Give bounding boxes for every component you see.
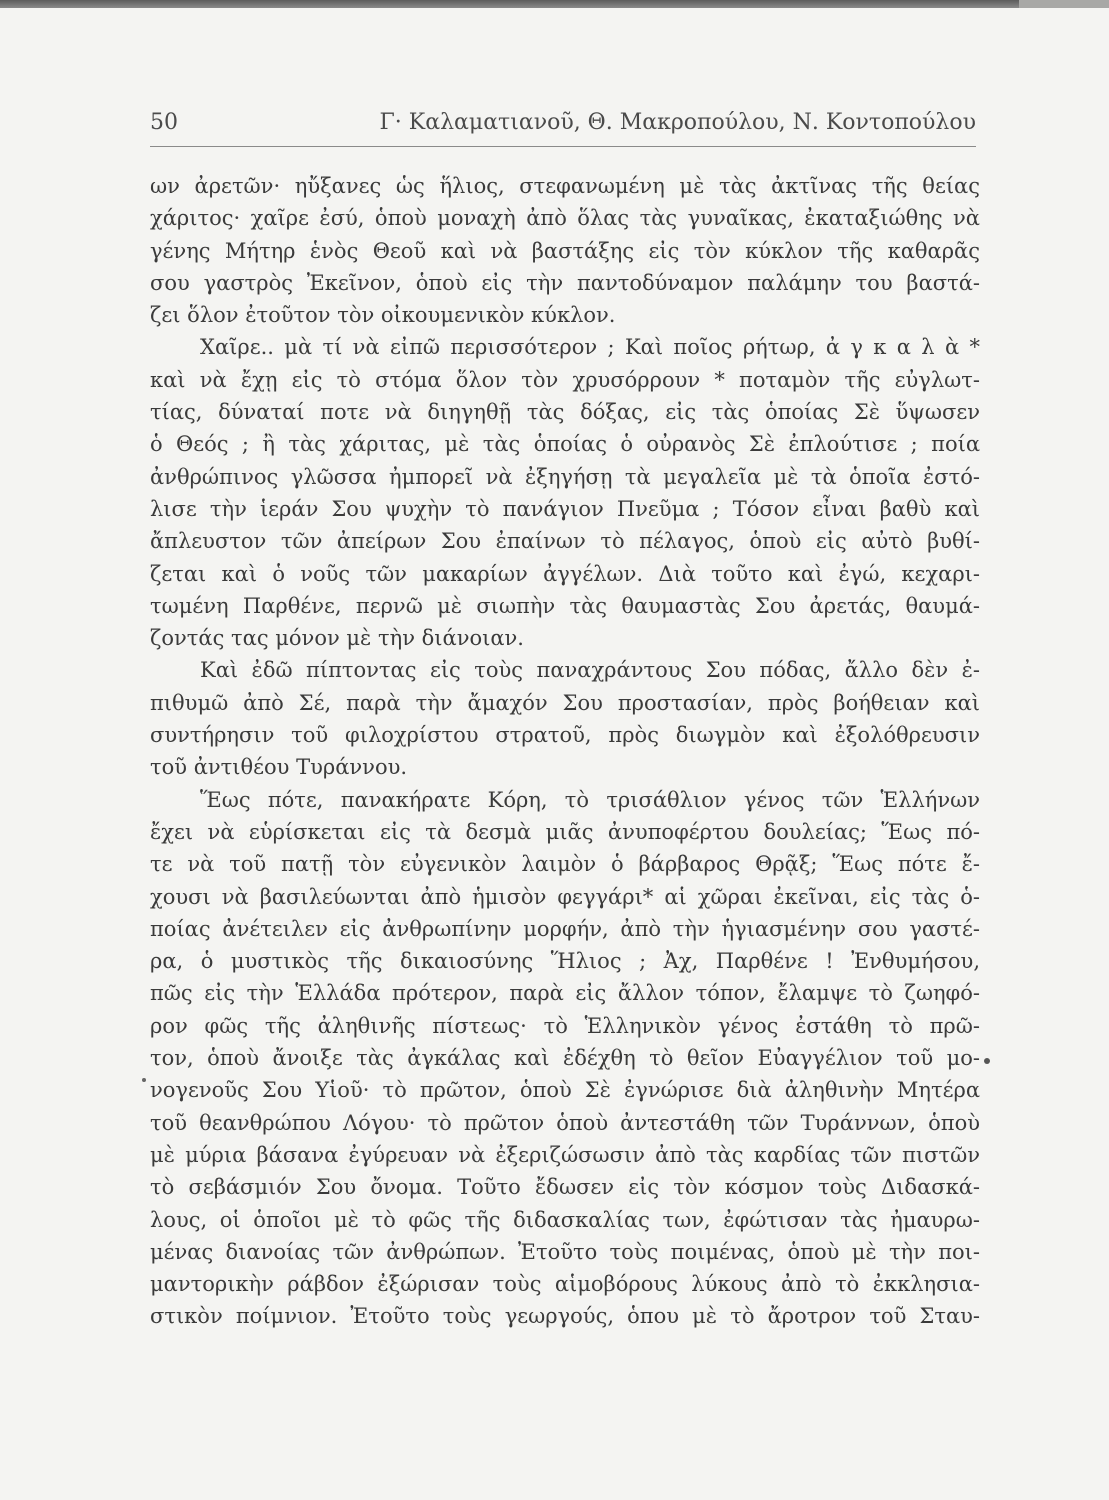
text-line: μὲ μύρια βάσανα ἐγύρευαν νὰ ἐξεριζώσωσιν ἀπὸ τὰς καρδίας τῶν πιστῶν — [150, 1142, 980, 1167]
text-line: χουσι νὰ βασιλεύωνται ἀπὸ ἡμισὸν φεγγάρι* αἱ χῶραι ἐκεῖναι, εἰς τὰς ὁ- — [150, 884, 980, 909]
margin-mark — [142, 1078, 146, 1082]
text-line: τωμένη Παρθένε, περνῶ μὲ σιωπὴν τὰς θαυμαστὰς Σου ἀρετάς, θαυμά- — [150, 593, 980, 618]
text-line: τίας, δύναταί ποτε νὰ διηγηθῇ τὰς δόξας, εἰς τὰς ὁποίας Σὲ ὕψωσεν — [150, 400, 980, 425]
text-line: νογενοῦς Σου Υἱοῦ· τὸ πρῶτον, ὁποὺ Σὲ ἐγνώρισε διὰ ἀληθινὴν Μητέρα — [150, 1078, 980, 1103]
text-line: Ἕως πότε, πανακήρατε Κόρη, τὸ τρισάθλιον γένος τῶν Ἑλλήνων — [200, 787, 980, 812]
text-line: ἔχει νὰ εὑρίσκεται εἰς τὰ δεσμὰ μιᾶς ἀνυποφέρτου δουλείας; Ἕως πό- — [150, 819, 980, 844]
running-head: Γ· Καλαματιανοῦ, Θ. Μακροπούλου, Ν. Κοντοπούλου — [379, 110, 976, 135]
text-line: γένης Μήτηρ ἑνὸς Θεοῦ καὶ νὰ βαστάξης εἰς τὸν κύκλον τῆς καθαρᾶς — [150, 238, 980, 263]
text-line: ἄπλευστον τῶν ἀπείρων Σου ἐπαίνων τὸ πέλαγος, ὁποὺ εἰς αὐτὸ βυθί- — [150, 529, 980, 554]
text-line: χάριτος· χαῖρε ἐσύ, ὁποὺ μοναχὴ ἀπὸ ὅλας τὰς γυναῖκας, ἐκαταξιώθης νὰ — [150, 206, 980, 231]
text-line: σου γαστρὸς Ἐκεῖνον, ὁποὺ εἰς τὴν παντοδύναμον παλάμην του βαστά- — [150, 270, 980, 295]
text-line: τοῦ θεανθρώπου Λόγου· τὸ πρῶτον ὁποὺ ἀντεστάθη τῶν Τυράννων, ὁποὺ — [150, 1110, 980, 1135]
text-line: ποίας ἀνέτειλεν εἰς ἀνθρωπίνην μορφήν, ἀπὸ τὴν ἡγιασμένην σου γαστέ- — [150, 916, 980, 941]
text-line: ρα, ὁ μυστικὸς τῆς δικαιοσύνης Ἥλιος ; Ἀχ, Παρθένε ! Ἐνθυμήσου, — [150, 949, 980, 974]
text-line: ρον φῶς τῆς ἀληθινῆς πίστεως· τὸ Ἑλληνικὸν γένος ἐστάθη τὸ πρῶ- — [150, 1013, 980, 1038]
text-line: λους, οἱ ὁποῖοι μὲ τὸ φῶς τῆς διδασκαλίας των, ἐφώτισαν τὰς ἠμαυρω- — [150, 1207, 980, 1232]
text-line: ὁ Θεός ; ἢ τὰς χάριτας, μὲ τὰς ὁποίας ὁ οὐρανὸς Σὲ ἐπλούτισε ; ποία — [150, 432, 980, 457]
text-line: Καὶ ἐδῶ πίπτοντας εἰς τοὺς παναχράντους Σου πόδας, ἄλλο δὲν ἐ- — [200, 658, 980, 683]
page-number: 50 — [150, 110, 178, 135]
text-line: στικὸν ποίμνιον. Ἐτοῦτο τοὺς γεωργούς, ὁπου μὲ τὸ ἄροτρον τοῦ Σταυ- — [150, 1304, 980, 1329]
text-line: μένας διανοίας τῶν ἀνθρώπων. Ἐτοῦτο τοὺς ποιμένας, ὁποὺ μὲ τὴν ποι- — [150, 1239, 980, 1264]
text-line: ζοντάς τας μόνον μὲ τὴν διάνοιαν. — [150, 626, 524, 651]
text-line: ζει ὅλον ἐτοῦτον τὸν οἰκουμενικὸν κύκλον. — [150, 303, 616, 328]
text-line: λισε τὴν ἱεράν Σου ψυχὴν τὸ πανάγιον Πνεῦμα ; Τόσον εἶναι βαθὺ καὶ — [150, 496, 980, 521]
text-line: ἀνθρώπινος γλῶσσα ἠμπορεῖ νὰ ἐξηγήσῃ τὰ μεγαλεῖα μὲ τὰ ὁποῖα ἐστό- — [150, 464, 980, 489]
page-header — [150, 108, 976, 144]
text-line: καὶ νὰ ἔχῃ εἰς τὸ στόμα ὅλον τὸν χρυσόρρουν * ποταμὸν τῆς εὐγλωτ- — [150, 367, 980, 392]
text-line: τὸ σεβάσμιόν Σου ὄνομα. Τοῦτο ἔδωσεν εἰς τὸν κόσμον τοὺς Διδασκά- — [150, 1175, 980, 1200]
text-line: πῶς εἰς τὴν Ἑλλάδα πρότερον, παρὰ εἰς ἄλλον τόπον, ἔλαμψε τὸ ζωηφό- — [150, 981, 980, 1006]
text-line: τε νὰ τοῦ πατῇ τὸν εὐγενικὸν λαιμὸν ὁ βάρβαρος Θρᾷξ; Ἕως πότε ἔ- — [150, 852, 980, 877]
text-line: συντήρησιν τοῦ φιλοχρίστου στρατοῦ, πρὸς διωγμὸν καὶ ἐξολόθρευσιν — [150, 723, 980, 748]
body-text — [150, 170, 980, 1333]
margin-dot — [984, 1058, 990, 1064]
text-line: ζεται καὶ ὁ νοῦς τῶν μακαρίων ἀγγέλων. Διὰ τοῦτο καὶ ἐγώ, κεχαρι- — [150, 561, 980, 586]
header-rule — [150, 146, 976, 147]
text-line: μαντορικὴν ράβδον ἐξώρισαν τοὺς αἱμοβόρους λύκους ἀπὸ τὸ ἐκκλησια- — [150, 1272, 980, 1297]
text-line: Χαῖρε.. μὰ τί νὰ εἰπῶ περισσότερον ; Καὶ ποῖος ρήτωρ, ἀ γ κ α λ ὰ * — [200, 335, 980, 360]
text-line: πιθυμῶ ἀπὸ Σέ, παρὰ τὴν ἄμαχόν Σου προστασίαν, πρὸς βοήθειαν καὶ — [150, 690, 980, 715]
text-line: τον, ὁποὺ ἄνοιξε τὰς ἀγκάλας καὶ ἐδέχθη τὸ θεῖον Εὐαγγέλιον τοῦ μο- — [150, 1046, 980, 1071]
text-line: ων ἀρετῶν· ηὔξανες ὡς ἥλιος, στεφανωμένη μὲ τὰς ἀκτῖνας τῆς θείας — [150, 174, 980, 198]
scan-edge — [0, 0, 1109, 8]
text-line: τοῦ ἀντιθέου Τυράννου. — [150, 755, 408, 780]
